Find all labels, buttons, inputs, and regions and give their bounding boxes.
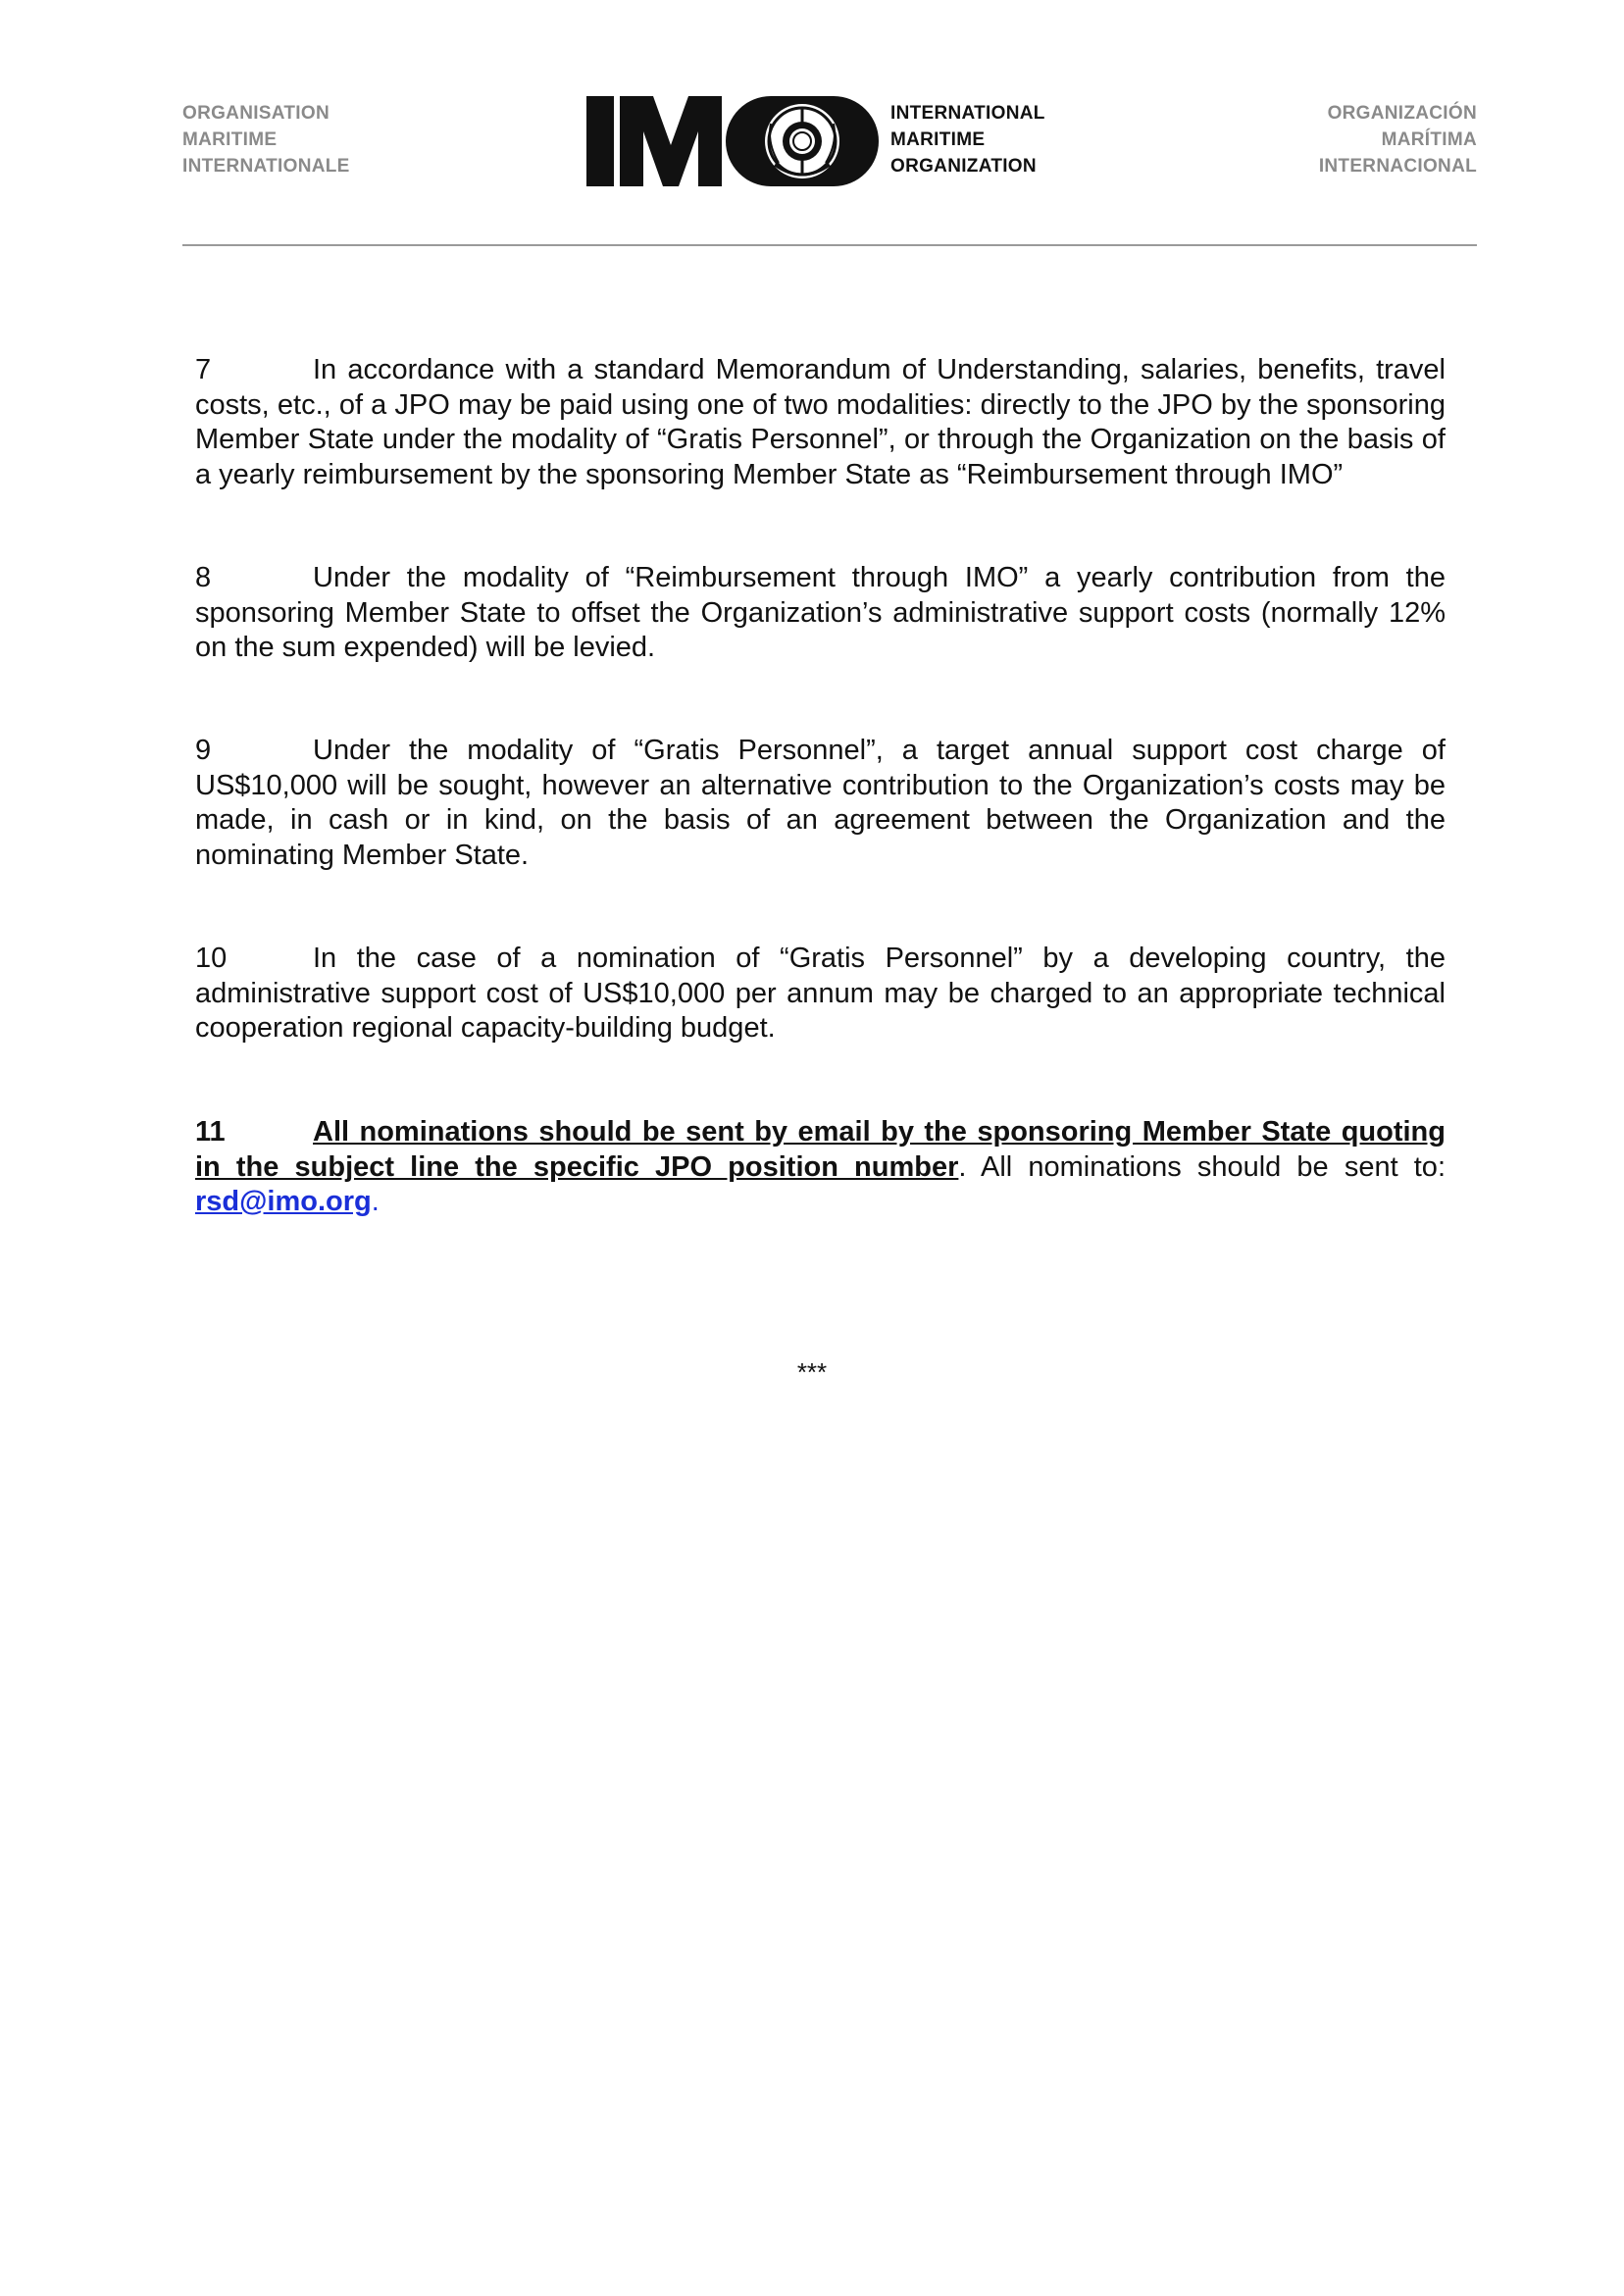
- paragraph-8: [195, 561, 1446, 666]
- paragraph-number: 7: [195, 354, 212, 385]
- header-spanish-line: MARÍTIMA: [1381, 129, 1477, 150]
- paragraph-9: [195, 734, 1446, 873]
- header-english-name: [890, 100, 1045, 179]
- logo-letter-m: [620, 96, 722, 186]
- header-spanish-line: INTERNACIONAL: [1318, 156, 1477, 177]
- header-french-line: INTERNATIONALE: [182, 156, 350, 177]
- paragraph-text: In accordance with a standard Memorandum of Understanding, salaries, benefits, travel costs, etc., of a JPO may be paid using one of two modalities: directly to the JPO by the sponsoring Member State under the modality of “Gratis Personnel”, or through the Organization on the basis of a yearly reimbursement by the sponsoring Member State as “Reimbursement through IMO”: [195, 354, 1446, 490]
- nomination-instruction: All nominations should be sent by email by the sponsoring Member State quoting in the subject line the specific JPO position number: [195, 1116, 1446, 1183]
- header-spanish-line: ORGANIZACIÓN: [1327, 103, 1477, 124]
- paragraph-number: 8: [195, 562, 212, 593]
- logo-letter-i: [586, 96, 614, 186]
- imo-logo: [586, 94, 881, 188]
- email-link[interactable]: rsd@imo.org: [195, 1186, 372, 1217]
- header-french-line: ORGANISATION: [182, 103, 330, 124]
- header-divider: [182, 244, 1477, 246]
- header-english-line: MARITIME: [890, 129, 986, 150]
- end-marker: ***: [796, 1357, 828, 1387]
- paragraph-text: . All nominations should be sent to:: [958, 1150, 1446, 1183]
- header-french-line: MARITIME: [182, 129, 278, 150]
- paragraph-10: [195, 942, 1446, 1046]
- header-french-name: [182, 100, 350, 179]
- paragraph-11: [195, 1115, 1446, 1220]
- paragraph-text: Under the modality of “Reimbursement through IMO” a yearly contribution from the sponsoring Member State to offset the Organization’s administrative support costs (normally 12% on the sum expended) will be levied.: [195, 562, 1446, 663]
- header-english-line: INTERNATIONAL: [890, 103, 1045, 124]
- paragraph-7: [195, 353, 1446, 492]
- header-english-line: ORGANIZATION: [890, 156, 1037, 177]
- header-spanish-name: [1275, 100, 1477, 179]
- paragraph-number: 9: [195, 735, 212, 766]
- paragraph-text: In the case of a nomination of “Gratis Personnel” by a developing country, the administrative support cost of US$10,000 per annum may be charged to an appropriate technical cooperation regional capacity-building budget.: [195, 943, 1446, 1044]
- paragraph-number: 11: [195, 1116, 226, 1148]
- paragraph-number: 10: [195, 943, 228, 974]
- paragraph-text: Under the modality of “Gratis Personnel”, a target annual support cost charge of US$10,000 will be sought, however an alternative contribution to the Organization’s costs may be made, in cash or in kind, on the basis of an agreement between the Organization and the nominating Member State.: [195, 735, 1446, 871]
- paragraph-end: .: [371, 1186, 380, 1217]
